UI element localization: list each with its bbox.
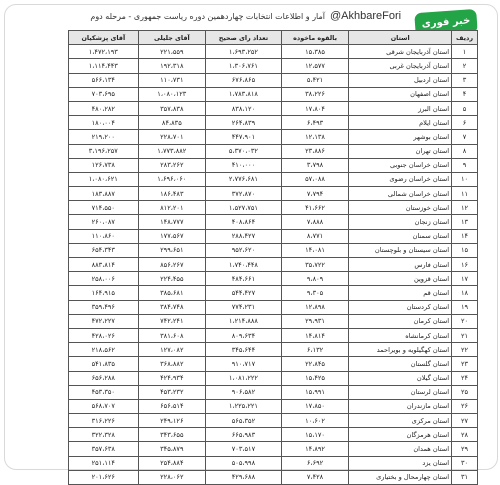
channel-handle: @AkhbareFori [330,10,402,22]
eligible-count-cell: ۲۳،۸۸۶ [281,144,348,158]
table-row [69,399,478,413]
valid-votes-cell: ۲۶۴،۸۳۹ [206,116,282,130]
jalili-votes-cell: ۷۴۲،۲۴۱ [138,314,205,328]
pezeshkian-votes-cell: ۲۵۱،۱۱۴ [69,456,139,470]
jalili-votes-cell: ۲۴۹،۱۲۶ [138,414,205,428]
jalili-votes-cell: ۱۴۸،۷۷۷ [138,215,205,229]
pezeshkian-votes-cell: ۴۸۰،۲۸۲ [69,101,139,115]
pezeshkian-votes-cell: ۲۰۱،۶۲۶ [69,470,139,484]
table-row [69,45,478,59]
row-number-cell: ۸ [452,144,478,158]
valid-votes-cell: ۷۷۴،۲۳۱ [206,300,282,314]
eligible-count-cell: ۲۲،۸۴۵ [281,357,348,371]
table-row [69,314,478,328]
table-row [69,442,478,456]
jalili-votes-cell: ۱۱۰،۷۳۱ [138,73,205,87]
row-number-cell: ۲۲ [452,343,478,357]
eligible-count-cell: ۷،۷۹۴ [281,187,348,201]
eligible-count-cell: ۲۹،۹۳۱ [281,314,348,328]
pezeshkian-votes-cell: ۴۷۲،۲۲۷ [69,314,139,328]
col-header-province: استان [349,31,452,45]
province-name-cell: استان خراسان شمالی [349,187,452,201]
pezeshkian-votes-cell: ۲۱۸،۵۶۲ [69,343,139,357]
valid-votes-cell: ۸۳۸،۱۲۰ [206,101,282,115]
province-name-cell: استان هرمزگان [349,428,452,442]
row-number-cell: ۲۳ [452,357,478,371]
province-name-cell: استان اصفهان [349,87,452,101]
eligible-count-cell: ۱۴،۸۹۲ [281,442,348,456]
pezeshkian-votes-cell: ۳۵۷،۶۳۸ [69,442,139,456]
province-name-cell: استان مازندران [349,399,452,413]
eligible-count-cell: ۱۰،۶۰۲ [281,414,348,428]
province-name-cell: استان همدان [349,442,452,456]
row-number-cell: ۲۴ [452,371,478,385]
row-number-cell: ۱۳ [452,215,478,229]
eligible-count-cell: ۱۵،۹۹۱ [281,385,348,399]
table-row [69,428,478,442]
row-number-cell: ۱۵ [452,243,478,257]
jalili-votes-cell: ۲۹۹،۶۵۱ [138,243,205,257]
row-number-cell: ۱۶ [452,258,478,272]
eligible-count-cell: ۷،۴۲۸ [281,470,348,484]
table-row [69,130,478,144]
eligible-count-cell: ۴۱،۶۶۲ [281,201,348,215]
valid-votes-cell: ۱،۷۴۰،۴۴۸ [206,258,282,272]
eligible-count-cell: ۱۷،۸۰۴ [281,101,348,115]
jalili-votes-cell: ۱۷۷،۵۶۷ [138,229,205,243]
table-row [69,470,478,484]
table-row [69,229,478,243]
pezeshkian-votes-cell: ۳۲۲،۳۲۸ [69,428,139,442]
province-name-cell: استان گیلان [349,371,452,385]
table-row [69,101,478,115]
table-row [69,343,478,357]
valid-votes-cell: ۸۰۹،۶۳۴ [206,328,282,342]
eligible-count-cell: ۶،۱۳۲ [281,343,348,357]
table-row [69,272,478,286]
province-name-cell: استان ایلام [349,116,452,130]
pezeshkian-votes-cell: ۱،۱۱۴،۴۴۳ [69,59,139,73]
row-number-cell: ۱۹ [452,300,478,314]
province-name-cell: استان تهران [349,144,452,158]
row-number-cell: ۱۴ [452,229,478,243]
pezeshkian-votes-cell: ۴۲۸،۰۲۶ [69,328,139,342]
row-number-cell: ۹ [452,158,478,172]
jalili-votes-cell: ۱،۷۷۳،۸۸۲ [138,144,205,158]
province-name-cell: استان خراسان جنوبی [349,158,452,172]
province-name-cell: استان لرستان [349,385,452,399]
row-number-cell: ۱۲ [452,201,478,215]
table-row [69,73,478,87]
province-name-cell: استان سیستان و بلوچستان [349,243,452,257]
table-row [69,357,478,371]
province-name-cell: استان البرز [349,101,452,115]
col-header-row-number: ردیف [452,31,478,45]
valid-votes-cell: ۹۰۶،۵۸۲ [206,385,282,399]
row-number-cell: ۱ [452,45,478,59]
province-name-cell: استان اردبیل [349,73,452,87]
pezeshkian-votes-cell: ۷۰۳،۶۹۵ [69,87,139,101]
table-row [69,300,478,314]
row-number-cell: ۱۱ [452,187,478,201]
valid-votes-cell: ۷۰۳،۵۱۷ [206,442,282,456]
row-number-cell: ۳۰ [452,456,478,470]
table-row [69,258,478,272]
col-header-jalili: آقای جلیلی [138,31,205,45]
valid-votes-cell: ۵۰۵،۹۹۸ [206,456,282,470]
province-name-cell: استان گلستان [349,357,452,371]
table-row [69,456,478,470]
valid-votes-cell: ۵،۳۷۰،۰۳۲ [206,144,282,158]
logo-text: خبر فوری [421,15,471,30]
table-title: آمار و اطلاعات انتخابات چهاردهمین دوره ریاست جمهوری - مرحله دوم [90,12,325,21]
jalili-votes-cell: ۲۵۴،۸۸۴ [138,456,205,470]
valid-votes-cell: ۱،۷۸۳،۸۱۸ [206,87,282,101]
province-name-cell: استان چهارمحال و بختیاری [349,470,452,484]
table-row [69,59,478,73]
pezeshkian-votes-cell: ۵۴۱،۸۳۵ [69,357,139,371]
eligible-count-cell: ۱۴،۰۸۱ [281,243,348,257]
valid-votes-cell: ۱،۲۲۵،۲۲۱ [206,399,282,413]
table-row [69,385,478,399]
valid-votes-cell: ۲۸۸،۴۲۷ [206,229,282,243]
row-number-cell: ۵ [452,101,478,115]
pezeshkian-votes-cell: ۲۵۸،۰۰۶ [69,272,139,286]
row-number-cell: ۱۰ [452,172,478,186]
valid-votes-cell: ۹۵۲،۶۲۰ [206,243,282,257]
valid-votes-cell: ۴۴۷،۹۰۱ [206,130,282,144]
eligible-count-cell: ۷،۸۸۸ [281,215,348,229]
eligible-count-cell: ۵۷،۰۸۸ [281,172,348,186]
table-row [69,116,478,130]
pezeshkian-votes-cell: ۱،۰۸۰،۶۲۱ [69,172,139,186]
jalili-votes-cell: ۱،۶۹۶،۰۶۰ [138,172,205,186]
eligible-count-cell: ۱۲،۵۷۷ [281,59,348,73]
row-number-cell: ۶ [452,116,478,130]
eligible-count-cell: ۳،۷۹۸ [281,158,348,172]
row-number-cell: ۲۱ [452,328,478,342]
eligible-count-cell: ۵،۴۲۱ [281,73,348,87]
valid-votes-cell: ۱،۰۸۱،۲۲۲ [206,371,282,385]
pezeshkian-votes-cell: ۲۱۹،۲۰۰ [69,130,139,144]
table-row [69,215,478,229]
province-name-cell: استان فارس [349,258,452,272]
pezeshkian-votes-cell: ۱۱۰،۸۶۰ [69,229,139,243]
jalili-votes-cell: ۳۵۷،۸۳۸ [138,101,205,115]
table-row [69,243,478,257]
jalili-votes-cell: ۲۲۸،۷۰۱ [138,130,205,144]
jalili-votes-cell: ۳۴۵،۸۷۹ [138,442,205,456]
table-row [69,144,478,158]
eligible-count-cell: ۱۴،۸۱۴ [281,328,348,342]
pezeshkian-votes-cell: ۷۱۴،۵۵۰ [69,201,139,215]
row-number-cell: ۱۸ [452,286,478,300]
province-name-cell: استان قزوین [349,272,452,286]
row-number-cell: ۲۶ [452,399,478,413]
province-name-cell: استان کرمانشاه [349,328,452,342]
table-header-row [69,31,478,45]
row-number-cell: ۷ [452,130,478,144]
valid-votes-cell: ۴۱۰،۰۰۰ [206,158,282,172]
pezeshkian-votes-cell: ۳۱۶،۲۲۶ [69,414,139,428]
province-name-cell: استان بوشهر [349,130,452,144]
eligible-count-cell: ۹،۳۰۵ [281,286,348,300]
province-name-cell: استان کرمان [349,314,452,328]
pezeshkian-votes-cell: ۶۵۴،۳۴۳ [69,243,139,257]
jalili-votes-cell: ۳۸۴،۷۴۸ [138,300,205,314]
valid-votes-cell: ۹۱۰،۷۱۷ [206,357,282,371]
jalili-votes-cell: ۲۲۴،۴۵۵ [138,272,205,286]
valid-votes-cell: ۳۷۲،۸۷۰ [206,187,282,201]
eligible-count-cell: ۱۲،۸۹۸ [281,300,348,314]
province-name-cell: استان یزد [349,456,452,470]
table-row [69,187,478,201]
eligible-count-cell: ۸،۷۷۱ [281,229,348,243]
province-name-cell: استان زنجان [349,215,452,229]
valid-votes-cell: ۵۶۵،۳۵۲ [206,414,282,428]
pezeshkian-votes-cell: ۳۵۹،۴۹۶ [69,300,139,314]
jalili-votes-cell: ۳۴۳،۶۵۵ [138,428,205,442]
eligible-count-cell: ۶،۶۹۲ [281,456,348,470]
jalili-votes-cell: ۶۵۶،۵۱۴ [138,399,205,413]
province-name-cell: استان قم [349,286,452,300]
table-row [69,286,478,300]
jalili-votes-cell: ۴۵۳،۲۳۲ [138,385,205,399]
table-row [69,158,478,172]
eligible-count-cell: ۹،۸۰۹ [281,272,348,286]
eligible-count-cell: ۳۵،۷۲۲ [281,258,348,272]
valid-votes-cell: ۳۴۵،۶۴۴ [206,343,282,357]
valid-votes-cell: ۱،۲۱۴،۸۸۸ [206,314,282,328]
jalili-votes-cell: ۳۸۱،۶۰۸ [138,328,205,342]
results-table [68,30,478,485]
row-number-cell: ۳۱ [452,470,478,484]
jalili-votes-cell: ۴۲۴،۹۳۴ [138,371,205,385]
row-number-cell: ۲۵ [452,385,478,399]
pezeshkian-votes-cell: ۱،۴۷۲،۱۹۳ [69,45,139,59]
jalili-votes-cell: ۲۸۳،۲۶۲ [138,158,205,172]
row-number-cell: ۲۸ [452,428,478,442]
eligible-count-cell: ۶،۴۹۳ [281,116,348,130]
pezeshkian-votes-cell: ۴۵۳،۳۵۰ [69,385,139,399]
row-number-cell: ۳ [452,73,478,87]
valid-votes-cell: ۲،۷۷۶،۶۸۱ [206,172,282,186]
jalili-votes-cell: ۱۹۲،۳۱۸ [138,59,205,73]
province-name-cell: استان آذربایجان شرقی [349,45,452,59]
table-row [69,328,478,342]
table-row [69,201,478,215]
pezeshkian-votes-cell: ۱۸۳،۸۸۷ [69,187,139,201]
row-number-cell: ۲۹ [452,442,478,456]
eligible-count-cell: ۱۵،۱۷۰ [281,428,348,442]
eligible-count-cell: ۱۲،۱۳۸ [281,130,348,144]
row-number-cell: ۴ [452,87,478,101]
jalili-votes-cell: ۲۲۸،۰۶۲ [138,470,205,484]
valid-votes-cell: ۴۸۴،۶۶۱ [206,272,282,286]
pezeshkian-votes-cell: ۲۶۰،۰۸۷ [69,215,139,229]
jalili-votes-cell: ۸۴،۸۳۵ [138,116,205,130]
valid-votes-cell: ۶۶۵،۹۸۳ [206,428,282,442]
province-name-cell: استان کهگیلویه و بویراحمد [349,343,452,357]
eligible-count-cell: ۱۷،۸۵۰ [281,399,348,413]
pezeshkian-votes-cell: ۱۲۶،۷۳۸ [69,158,139,172]
eligible-count-cell: ۳۸،۲۲۶ [281,87,348,101]
row-number-cell: ۱۷ [452,272,478,286]
valid-votes-cell: ۱،۵۲۷،۷۵۱ [206,201,282,215]
pezeshkian-votes-cell: ۱۸۰،۰۰۴ [69,116,139,130]
valid-votes-cell: ۶۷۶،۸۶۵ [206,73,282,87]
jalili-votes-cell: ۱،۰۸۰،۱۲۳ [138,87,205,101]
pezeshkian-votes-cell: ۸۸۳،۸۱۴ [69,258,139,272]
row-number-cell: ۲۷ [452,414,478,428]
province-name-cell: استان خوزستان [349,201,452,215]
table-row [69,172,478,186]
jalili-votes-cell: ۲۲۱،۵۵۹ [138,45,205,59]
table-row [69,414,478,428]
eligible-count-cell: ۱۵،۳۸۵ [281,45,348,59]
eligible-count-cell: ۱۵،۴۲۵ [281,371,348,385]
valid-votes-cell: ۱،۶۹۳،۲۵۲ [206,45,282,59]
valid-votes-cell: ۴۰۸،۸۶۴ [206,215,282,229]
col-header-valid-votes: تعداد رای صحیح [206,31,282,45]
province-name-cell: استان کردستان [349,300,452,314]
jalili-votes-cell: ۳۶۸،۸۸۲ [138,357,205,371]
row-number-cell: ۲۰ [452,314,478,328]
pezeshkian-votes-cell: ۱۶۴،۹۱۵ [69,286,139,300]
province-name-cell: استان خراسان رضوی [349,172,452,186]
jalili-votes-cell: ۳۸۵،۶۸۱ [138,286,205,300]
province-name-cell: استان مرکزی [349,414,452,428]
pezeshkian-votes-cell: ۵۶۸،۷۰۷ [69,399,139,413]
col-header-eligible: بالقوه ماخوده [281,31,348,45]
valid-votes-cell: ۵۴۴،۴۲۷ [206,286,282,300]
jalili-votes-cell: ۱۸۶،۴۸۳ [138,187,205,201]
valid-votes-cell: ۴۲۹،۶۸۸ [206,470,282,484]
row-number-cell: ۲ [452,59,478,73]
valid-votes-cell: ۱،۳۰۶،۷۶۱ [206,59,282,73]
table-row [69,87,478,101]
jalili-votes-cell: ۸۵۶،۲۶۷ [138,258,205,272]
table-row [69,371,478,385]
jalili-votes-cell: ۱۲۷،۰۸۲ [138,343,205,357]
pezeshkian-votes-cell: ۶۵۶،۲۸۸ [69,371,139,385]
pezeshkian-votes-cell: ۵۶۶،۱۳۴ [69,73,139,87]
pezeshkian-votes-cell: ۳،۱۹۶،۲۵۷ [69,144,139,158]
province-name-cell: استان آذربایجان غربی [349,59,452,73]
col-header-pezeshkian: آقای پزشکیان [69,31,139,45]
province-name-cell: استان سمنان [349,229,452,243]
jalili-votes-cell: ۸۱۲،۲۰۱ [138,201,205,215]
